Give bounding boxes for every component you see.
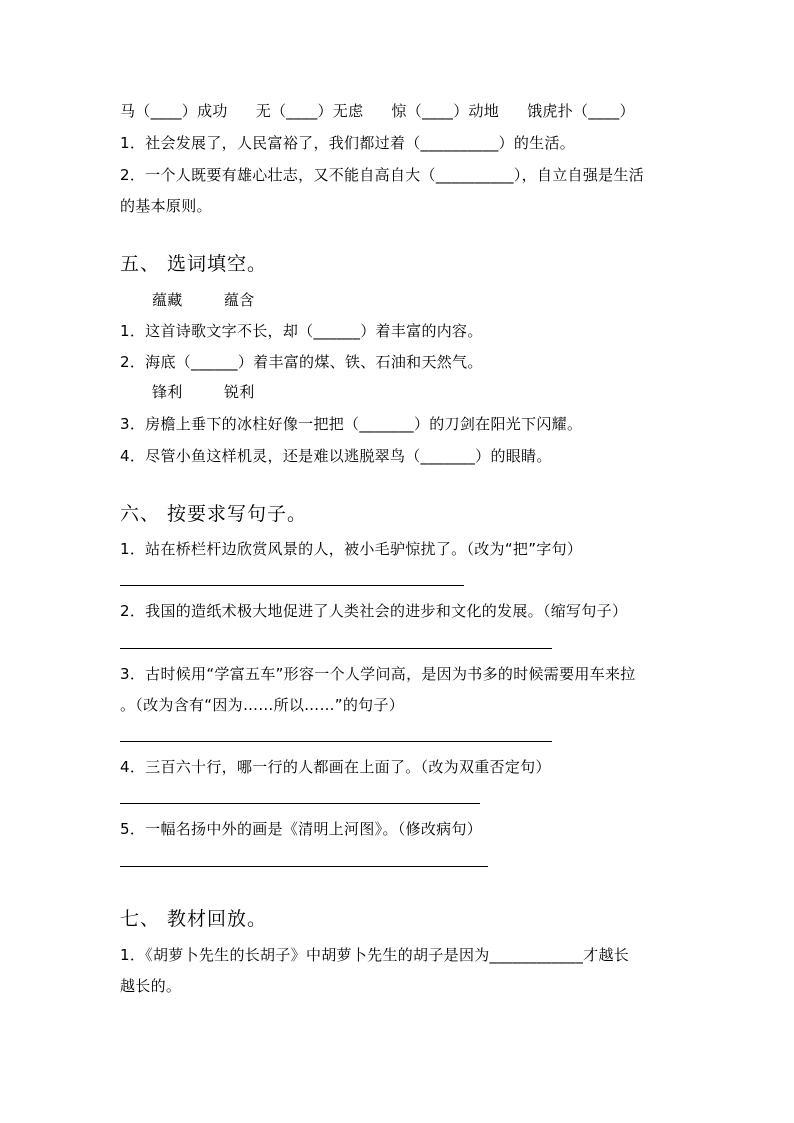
s5-question-1: 1．这首诗歌文字不长，却（______）着丰富的内容。 bbox=[120, 322, 483, 340]
option-yuncang: 蕴藏 bbox=[152, 291, 183, 309]
s4-question-2-line1: 2．一个人既要有雄心壮志，又不能自高自大（__________），自立自强是生活 bbox=[120, 166, 645, 184]
idiom-4: 饿虎扑（____） bbox=[527, 102, 635, 120]
idiom-1: 马（____）成功 bbox=[120, 102, 228, 120]
idiom-2: 无（____）无虑 bbox=[255, 102, 364, 120]
s7-question-1-line2: 越长的。 bbox=[120, 977, 182, 995]
answer-line-1[interactable] bbox=[120, 585, 464, 586]
s6-question-1: 1．站在桥栏杆边欣赏风景的人，被小毛驴惊扰了。（改为“把”字句） bbox=[120, 540, 583, 558]
section7-title: 七、 教材回放。 bbox=[120, 908, 268, 930]
answer-line-2[interactable] bbox=[120, 648, 552, 649]
option-fengli: 锋利 bbox=[152, 383, 183, 401]
s5-question-2: 2．海底（______）着丰富的煤、铁、石油和天然气。 bbox=[120, 353, 483, 371]
s7-question-1-line1: 1．《胡萝卜先生的长胡子》中胡萝卜先生的胡子是因为____________才越长 bbox=[120, 946, 630, 964]
option-yunhan: 蕴含 bbox=[224, 291, 255, 309]
answer-line-4[interactable] bbox=[120, 803, 480, 804]
answer-line-5[interactable] bbox=[120, 866, 488, 867]
s6-question-3-line1: 3．古时候用“学富五车”形容一个人学问高，是因为书多的时候需要用车来拉 bbox=[120, 665, 636, 683]
idiom-3: 惊（____）动地 bbox=[391, 102, 500, 120]
s6-question-5: 5．一幅名扬中外的画是《清明上河图》。（修改病句） bbox=[120, 820, 483, 838]
s6-question-2: 2．我国的造纸术极大地促进了人类社会的进步和文化的发展。（缩写句子） bbox=[120, 602, 628, 620]
s5-question-3: 3．房檐上垂下的冰柱好像一把把（_______）的刀剑在阳光下闪耀。 bbox=[120, 415, 583, 433]
word-options-1 bbox=[152, 290, 255, 310]
answer-line-3[interactable] bbox=[120, 741, 552, 742]
s6-question-3-line2: 。（改为含有“因为……所以……”的句子） bbox=[120, 696, 405, 714]
idiom-row bbox=[120, 101, 635, 121]
s6-question-4: 4．三百六十行，哪一行的人都画在上面了。（改为双重否定句） bbox=[120, 758, 551, 776]
section6-title: 六、 按要求写句子。 bbox=[120, 503, 308, 525]
s5-question-4: 4．尽管小鱼这样机灵，还是难以逃脱翠鸟（_______）的眼睛。 bbox=[120, 447, 552, 465]
s4-question-2-line2: 的基本原则。 bbox=[120, 197, 212, 215]
word-options-2 bbox=[152, 382, 255, 402]
section5-title: 五、 选词填空。 bbox=[120, 253, 268, 275]
option-ruili: 锐利 bbox=[224, 383, 255, 401]
s4-question-1: 1．社会发展了，人民富裕了，我们都过着（__________）的生活。 bbox=[120, 134, 576, 152]
